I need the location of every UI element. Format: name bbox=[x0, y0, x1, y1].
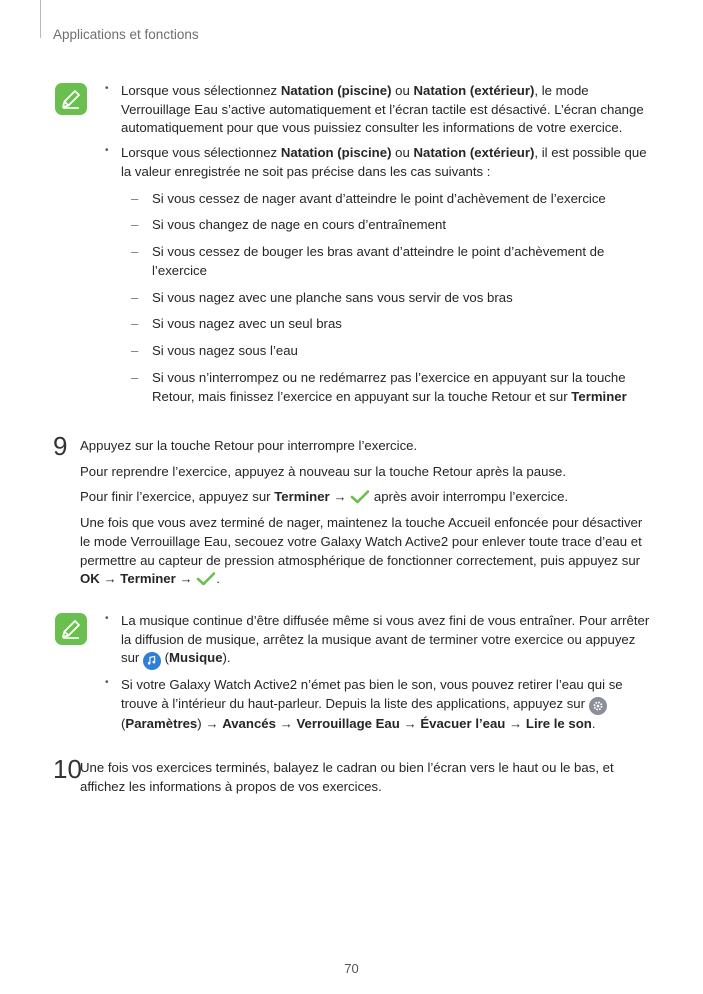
note-block-1 bbox=[103, 82, 651, 414]
section-title: Applications et fonctions bbox=[53, 27, 199, 42]
music-app-icon bbox=[143, 652, 161, 670]
page-number: 70 bbox=[344, 961, 359, 976]
header-margin-line bbox=[40, 0, 41, 38]
settings-gear-icon bbox=[589, 697, 607, 715]
note-bullet: • Si votre Galaxy Watch Active2 n’émet pas bien le son, vous pouvez retirer l’eau qui se trouve à l’intérieur du haut-parleur. Depuis la liste des applications, appuyez sur (Paramètres) → Avancés → Verrouillage Eau → Évacuer l’eau → Lire le son. bbox=[103, 676, 653, 733]
step-paragraph: Pour reprendre l’exercice, appuyez à nouveau sur la touche Retour après la pause. bbox=[80, 463, 567, 479]
note-pencil-icon bbox=[55, 613, 87, 645]
step-10-content bbox=[80, 759, 640, 803]
case-item: – Si vous cessez de nager avant d’atteindre le point d’achèvement de l’exercice bbox=[121, 190, 651, 209]
case-item: – Si vous nagez avec un seul bras bbox=[121, 315, 651, 334]
step-number-10: 10 bbox=[53, 754, 82, 784]
note-bullet: • Lorsque vous sélectionnez Natation (piscine) ou Natation (extérieur), le mode Verrouillage Eau s’active automatiquement et l’écran tactile est désactivé. L’écran change automatiquement pour que vous puissiez consulter les informations de votre exercice. bbox=[103, 82, 651, 138]
case-item: – Si vous changez de nage en cours d’entraînement bbox=[121, 216, 651, 235]
checkmark-icon bbox=[196, 571, 216, 587]
note-bullet: • La musique continue d’être diffusée même si vous avez fini de vous entraîner. Pour arrêter la diffusion de musique, arrêtez la musique avant de terminer votre exercice ou appuyez sur (Musique). bbox=[103, 612, 653, 670]
case-item: – Si vous nagez sous l’eau bbox=[121, 342, 651, 361]
note-bullet: • Lorsque vous sélectionnez Natation (piscine) ou Natation (extérieur), il est possible que la valeur enregistrée ne soit pas précise dans les cas suivants : – Si vous cessez de nager avant d’atteindre le point d’achèvement de l’exercice – Si vous changez de nage en cours d’entraînement – Si vous cessez de bouger les bras avant d’atteindre le point d’achèvement de l’exercice – Si vous nagez avec une planche sans vous servir de vos bras – Si vous nagez avec un seul bras – Si vous nagez sous l’eau – Si vous n’interrompez ou ne redémarrez pas l’exercice en appuyant sur la touche Retour, mais finissez l’exercice en appuyant sur la touche Retour et sur Terminer bbox=[103, 144, 651, 406]
case-item: – Si vous n’interrompez ou ne redémarrez pas l’exercice en appuyant sur la touche Retour, mais finissez l’exercice en appuyant sur la touche Retour et sur Terminer bbox=[121, 369, 651, 406]
step-paragraph: Une fois que vous avez terminé de nager, maintenez la touche Accueil enfoncée pour désactiver le mode Verrouillage Eau, secouez votre Galaxy Watch Active2 pour enlever toute trace d’eau et permettre au capteur de pression atmosphérique de fonctionner correctement, puis appuyez sur OK → Terminer → . bbox=[80, 515, 643, 587]
step-paragraph: Pour finir l’exercice, appuyez sur Terminer → après avoir interrompu l’exercice. bbox=[80, 489, 569, 505]
case-item: – Si vous cessez de bouger les bras avant d’atteindre le point d’achèvement de l’exercice bbox=[121, 243, 651, 280]
step-9-content bbox=[80, 437, 652, 596]
step-paragraph: Une fois vos exercices terminés, balayez le cadran ou bien l’écran vers le haut ou le bas, et affichez les informations à propos de vos exercices. bbox=[80, 760, 614, 794]
cases-list bbox=[121, 190, 651, 407]
note-block-2 bbox=[103, 612, 653, 739]
checkmark-icon bbox=[350, 489, 370, 505]
pencil-icon bbox=[59, 617, 83, 641]
pencil-icon bbox=[59, 87, 83, 111]
step-paragraph: Appuyez sur la touche Retour pour interrompre l’exercice. bbox=[80, 438, 418, 453]
case-item: – Si vous nagez avec une planche sans vous servir de vos bras bbox=[121, 289, 651, 308]
note-pencil-icon bbox=[55, 83, 87, 115]
step-number-9: 9 bbox=[53, 431, 68, 461]
